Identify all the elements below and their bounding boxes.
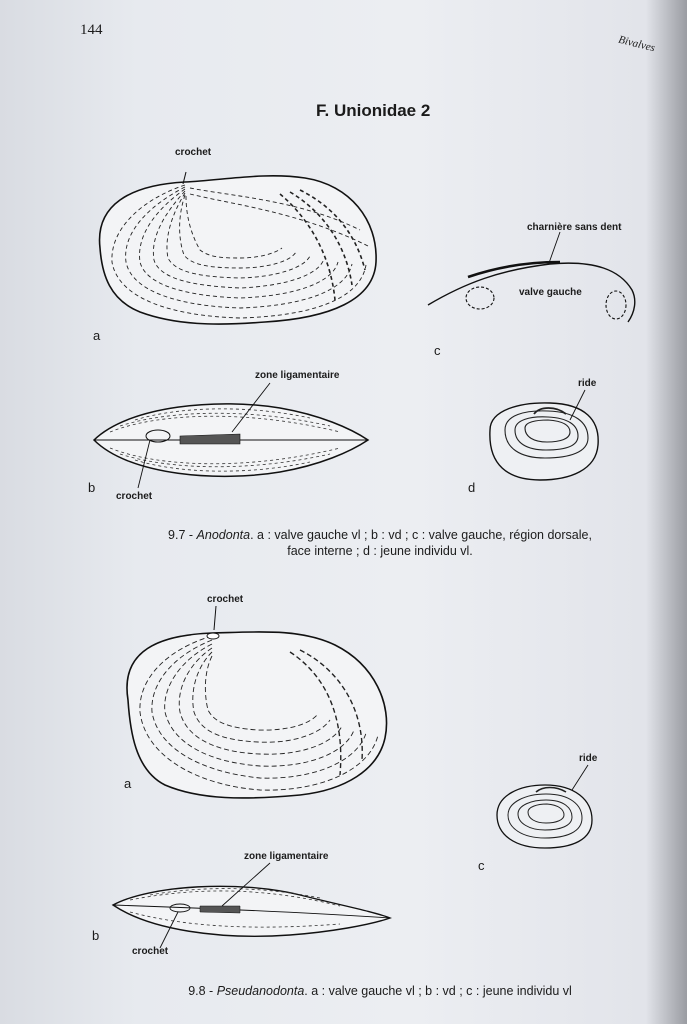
pseudanodonta-left-valve-drawing	[127, 606, 387, 798]
fig97-panel-a-letter: a	[93, 328, 101, 343]
fig97-panel-c-letter: c	[434, 343, 441, 358]
fig97-caption-number: 9.7 -	[168, 528, 197, 542]
fig98-panel-b-letter: b	[92, 928, 100, 943]
fig97-caption-line2: face interne ; d : jeune individu vl.	[287, 544, 473, 558]
fig97-charniere-label: charnière sans dent	[527, 222, 622, 233]
pseudanodonta-juvenile-drawing	[497, 765, 592, 848]
fig97-panel-d-letter: d	[468, 480, 476, 495]
fig97-ride-label: ride	[578, 378, 597, 389]
fig97-caption-line1: . a : valve gauche vl ; b : vd ; c : valve gauche, région dorsale,	[250, 528, 592, 542]
fig97-caption-genus: Anodonta	[196, 528, 251, 542]
fig97-crochet-b-label: crochet	[116, 491, 153, 502]
anodonta-dorsal-view-drawing	[94, 383, 368, 488]
running-head: Bivalves	[617, 33, 657, 55]
fig98-panel-a-letter: a	[124, 776, 132, 791]
fig97-caption	[130, 527, 630, 559]
fig97-panel-b-letter: b	[88, 480, 96, 495]
fig98-zone-ligamentaire-label: zone ligamentaire	[244, 851, 329, 862]
fig98-ride-label: ride	[579, 753, 598, 764]
fig98-crochet-b-label: crochet	[132, 946, 169, 957]
anodonta-left-valve-drawing	[100, 172, 377, 324]
fig98-caption-genus: Pseudanodonta	[216, 984, 305, 998]
fig98-caption	[120, 983, 640, 999]
fig97-crochet-a-label: crochet	[175, 147, 212, 158]
fig98-caption-text: . a : valve gauche vl ; b : vd ; c : jeune individu vl	[304, 984, 572, 998]
fig97-valve-gauche-label: valve gauche	[519, 287, 582, 298]
section-title: F. Unionidae 2	[316, 101, 431, 120]
fig97-zone-ligamentaire-label: zone ligamentaire	[255, 370, 340, 381]
anodonta-hinge-drawing	[428, 232, 635, 322]
fig98-caption-number: 9.8 -	[188, 984, 217, 998]
fig98-crochet-a-label: crochet	[207, 594, 244, 605]
pseudanodonta-dorsal-view-drawing	[113, 863, 390, 948]
fig98-panel-c-letter: c	[478, 858, 485, 873]
page-number: 144	[80, 22, 103, 38]
anodonta-juvenile-drawing	[490, 390, 598, 480]
